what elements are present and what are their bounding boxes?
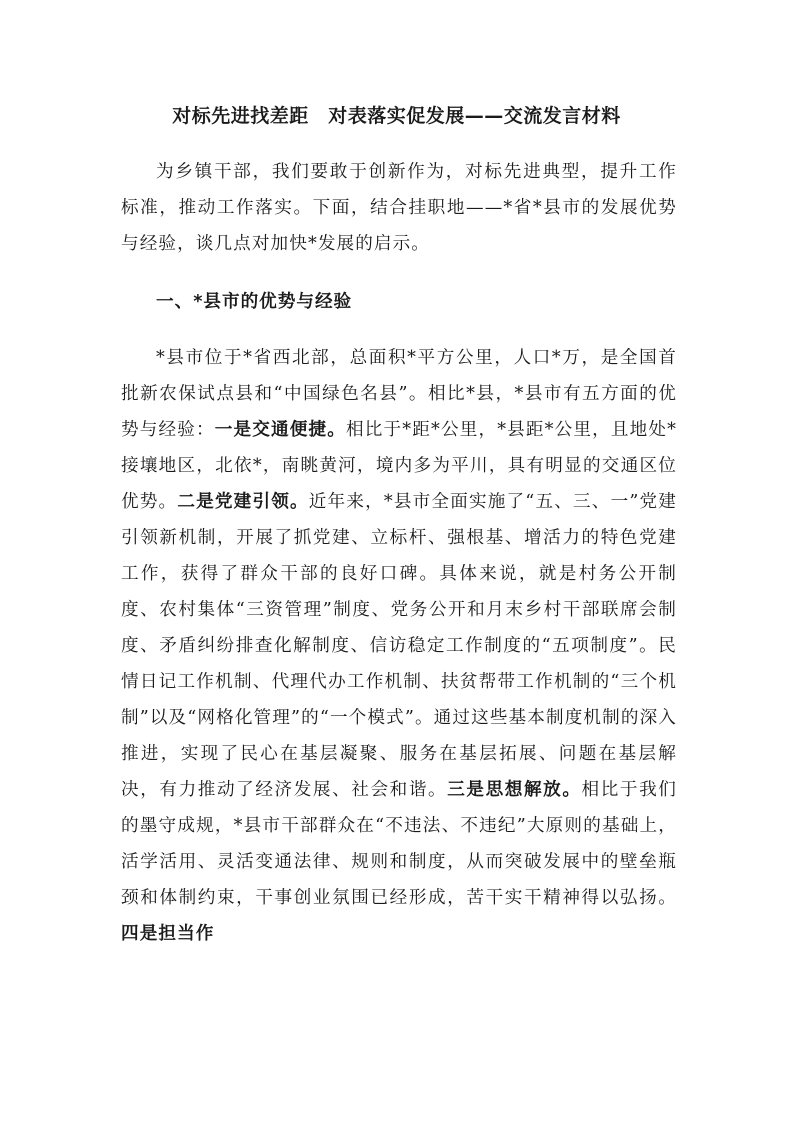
bold-point-4: 四是担当作 [121, 924, 215, 944]
section-paragraph [121, 340, 677, 952]
paragraph-text: 相比于我们的墨守成规，*县市干部群众在“不违法、不违纪”大原则的基础上，活学活用、灵活变通法律、规则和制度，从而突破发展中的壁垒瓶颈和体制约束，干事创业氛围已经形成，苦干实干精神得以弘扬。 [121, 780, 677, 908]
paragraph-text: *县市位于*省西北部，总面积*平方公里，人口*万，是全国首批新农保试点县和“中国绿色名县”。相比*县，*县市有五方面的优势与经验： [121, 348, 677, 440]
bold-point-1: 一是交通便捷。 [214, 420, 347, 440]
paragraph-text: 近年来，*县市全面实施了“五、三、一”党建引领新机制，开展了抓党建、立标杆、强根基、增活力的特色党建工作，获得了群众干部的良好口碑。具体来说，就是村务公开制度、农村集体“三资管理”制度、党务公开和月末乡村干部联席会制度、矛盾纠纷排查化解制度、信访稳定工作制度的“五项制度”。民情日记工作机制、代理代办工作机制、扶贫帮带工作机制的“三个机制”以及“网格化管理”的“一个模式”。通过这些基本制度机制的深入推进，实现了民心在基层凝聚、服务在基层拓展、问题在基层解决，有力推动了经济发展、社会和谐。 [121, 492, 678, 800]
bold-point-2: 二是党建引领。 [177, 492, 309, 512]
section-heading: 一、*县市的优势与经验 [156, 292, 353, 312]
intro-paragraph: 为乡镇干部，我们要敢于创新作为，对标先进典型，提升工作标准，推动工作落实。下面，结合挂职地——*省*县市的发展优势与经验，谈几点对加快*发展的启示。 [121, 162, 677, 254]
document-title: 对标先进找差距 对表落实促发展——交流发言材料 [172, 105, 621, 127]
paragraph-text: 相比于*距*公里，*县距*公里，且地处*接壤地区，北依*，南眺黄河，境内多为平川，具有明显的交通区位优势。 [121, 420, 677, 512]
bold-point-3: 三是思想解放。 [447, 780, 582, 800]
